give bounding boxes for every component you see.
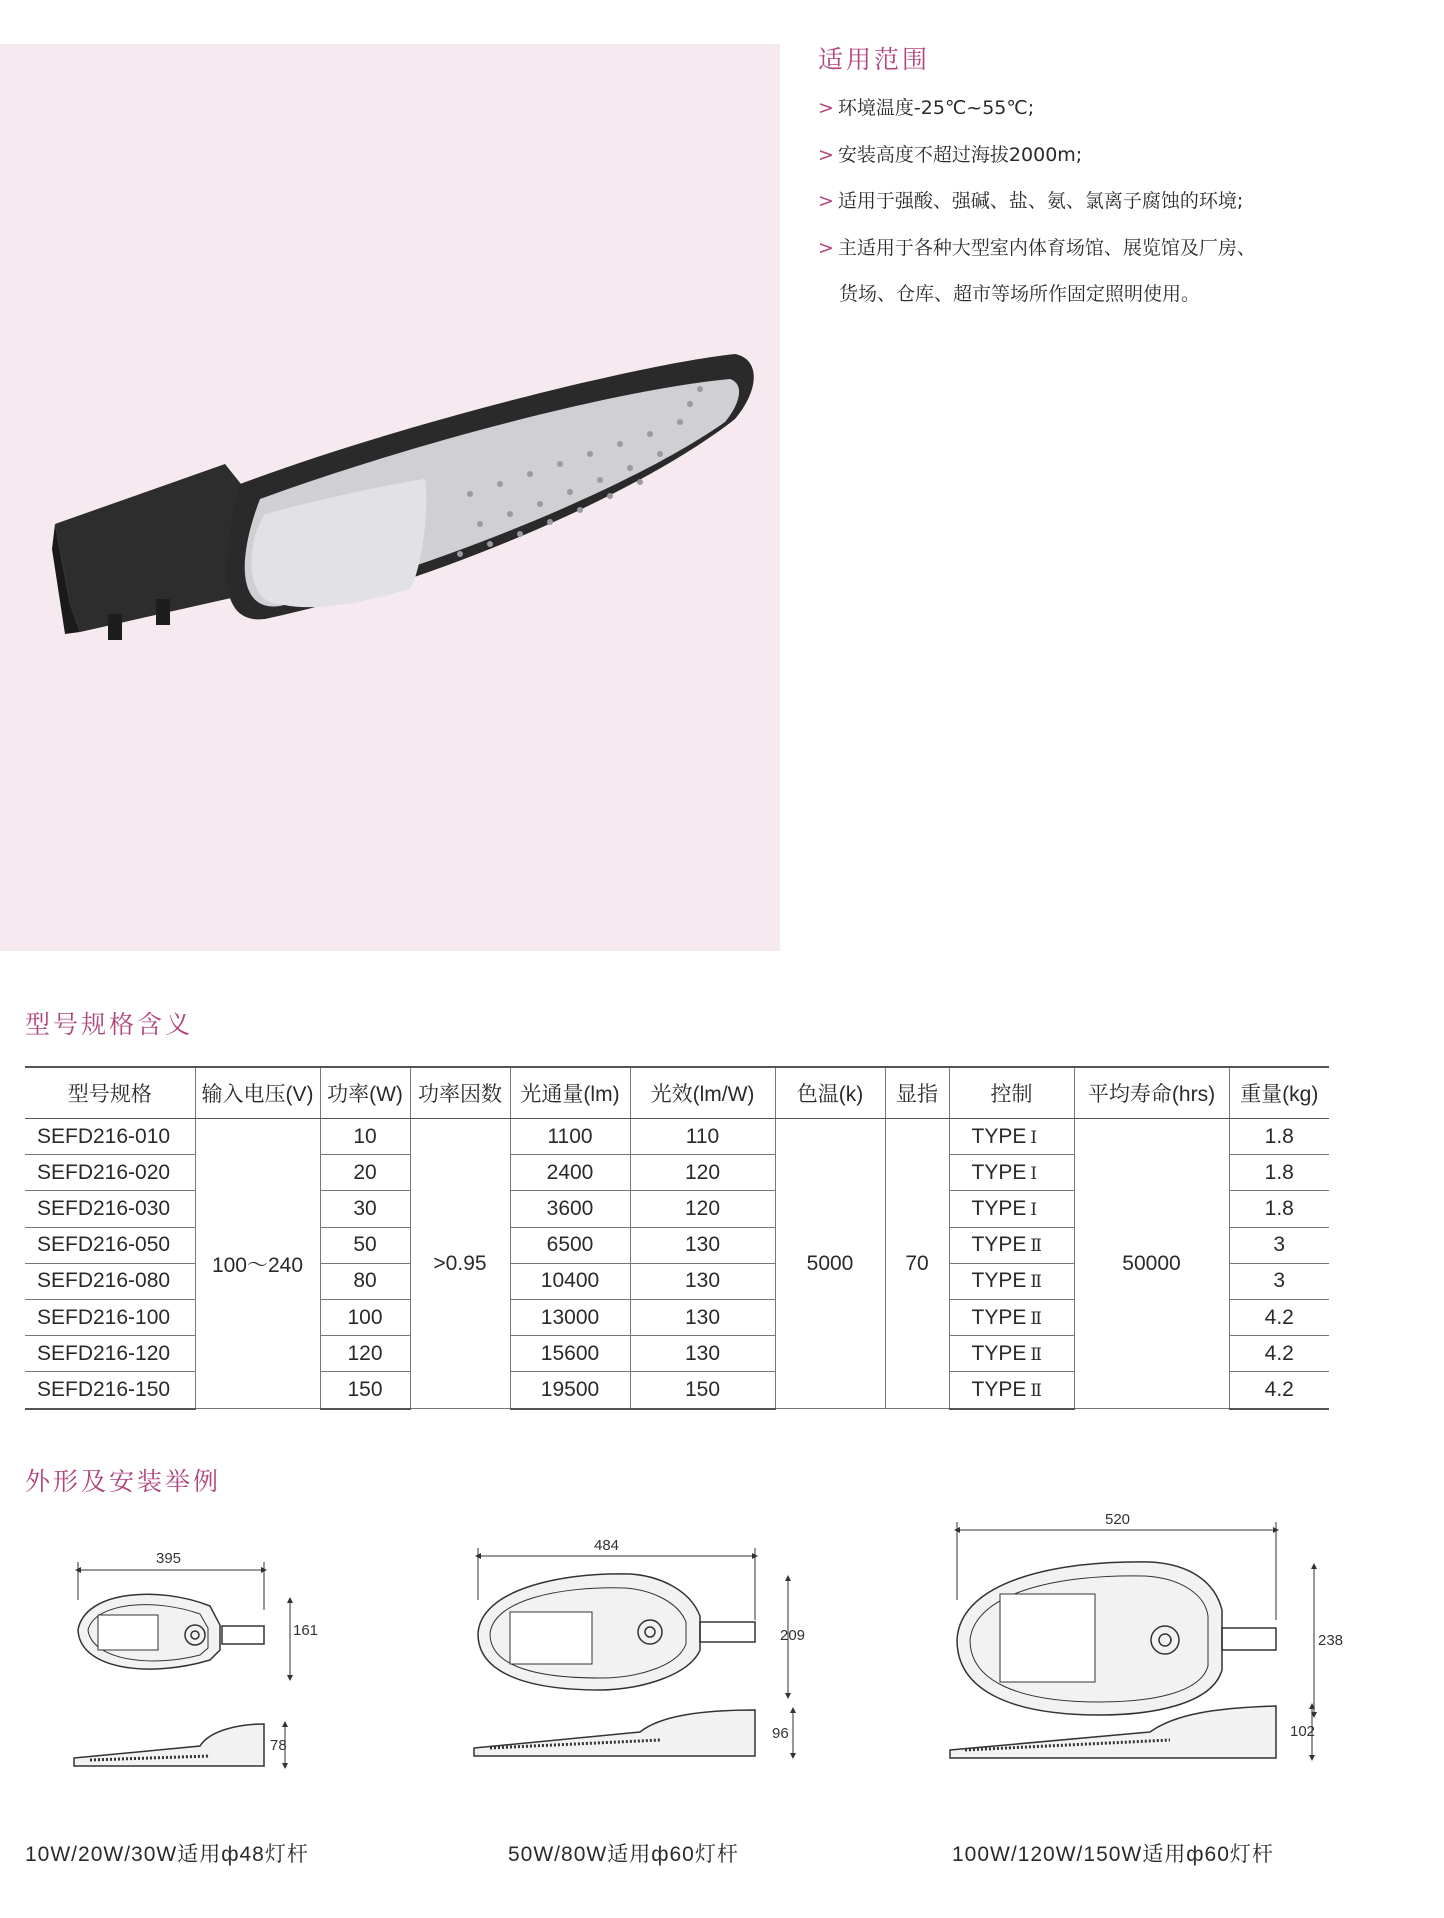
cell-flux: 1100	[510, 1119, 630, 1155]
cell-power: 100	[320, 1299, 410, 1335]
cell-control: TYPE Ⅱ	[949, 1372, 1074, 1409]
header-flux: 光通量(lm)	[510, 1067, 630, 1119]
scope-item: > 环境温度-25℃~55℃;	[818, 97, 1035, 119]
cell-weight: 4.2	[1229, 1372, 1329, 1409]
cell-weight: 1.8	[1229, 1119, 1329, 1155]
product-photo	[0, 44, 780, 951]
cell-control: TYPE Ⅰ	[949, 1155, 1074, 1191]
cell-efficacy: 130	[630, 1263, 775, 1299]
installation-drawings	[0, 1510, 1444, 1850]
cell-power: 80	[320, 1263, 410, 1299]
scope-item-continuation: 货场、仓库、超市等场所作固定照明使用。	[839, 282, 1201, 305]
scope-item: > 主适用于各种大型室内体育场馆、展览馆及厂房、	[818, 236, 1256, 259]
cell-efficacy: 130	[630, 1227, 775, 1263]
table-row	[25, 1119, 1329, 1155]
cell-control: TYPE Ⅰ	[949, 1119, 1074, 1155]
cell-flux: 19500	[510, 1372, 630, 1409]
cell-efficacy: 150	[630, 1372, 775, 1409]
spec-header-row	[25, 1067, 1329, 1119]
cell-model: SEFD216-080	[25, 1263, 195, 1299]
header-voltage: 输入电压(V)	[195, 1067, 320, 1119]
scope-item: > 安装高度不超过海拔2000m;	[818, 143, 1083, 166]
cell-weight: 1.8	[1229, 1191, 1329, 1227]
small-top-view	[78, 1562, 290, 1678]
medium-side-height-label: 96	[772, 1725, 789, 1742]
header-power-factor: 功率因数	[410, 1067, 510, 1119]
cell-power: 10	[320, 1119, 410, 1155]
large-caption: 100W/120W/150W适用ф60灯杆	[952, 1843, 1274, 1866]
cell-flux: 2400	[510, 1155, 630, 1191]
cell-efficacy: 130	[630, 1299, 775, 1335]
arrow-icon: >	[818, 190, 834, 212]
cell-power: 20	[320, 1155, 410, 1191]
cell-model: SEFD216-030	[25, 1191, 195, 1227]
cell-efficacy: 120	[630, 1155, 775, 1191]
arrow-icon: >	[818, 97, 834, 119]
cell-weight: 4.2	[1229, 1299, 1329, 1335]
medium-height-label: 209	[780, 1627, 806, 1644]
large-height-label: 238	[1318, 1632, 1344, 1649]
cell-weight: 3	[1229, 1263, 1329, 1299]
header-control: 控制	[949, 1067, 1074, 1119]
cell-control: TYPE Ⅱ	[949, 1227, 1074, 1263]
scope-item: > 适用于强酸、强碱、盐、氨、氯离子腐蚀的环境;	[818, 190, 1244, 212]
cell-weight: 1.8	[1229, 1155, 1329, 1191]
cell-weight: 4.2	[1229, 1336, 1329, 1372]
cell-cri: 70	[885, 1119, 949, 1409]
cell-model: SEFD216-010	[25, 1119, 195, 1155]
small-width-label: 395	[156, 1550, 182, 1567]
header-power: 功率(W)	[320, 1067, 410, 1119]
cell-control: TYPE Ⅱ	[949, 1299, 1074, 1335]
header-efficacy: 光效(lm/W)	[630, 1067, 775, 1119]
header-weight: 重量(kg)	[1229, 1067, 1329, 1119]
small-height-label: 161	[293, 1622, 319, 1639]
arrow-icon: >	[818, 236, 834, 259]
cell-lifetime: 50000	[1074, 1119, 1229, 1409]
header-cri: 显指	[885, 1067, 949, 1119]
cell-weight: 3	[1229, 1227, 1329, 1263]
cell-efficacy: 130	[630, 1336, 775, 1372]
cell-flux: 6500	[510, 1227, 630, 1263]
small-side-height-label: 78	[270, 1737, 287, 1754]
large-side-height-label: 102	[1290, 1723, 1316, 1740]
cell-flux: 13000	[510, 1299, 630, 1335]
cell-model: SEFD216-020	[25, 1155, 195, 1191]
medium-width-label: 484	[594, 1537, 620, 1554]
install-title: 外形及安装举例	[25, 1467, 222, 1496]
cell-model: SEFD216-100	[25, 1299, 195, 1335]
cell-model: SEFD216-120	[25, 1336, 195, 1372]
cell-control: TYPE Ⅱ	[949, 1336, 1074, 1372]
cell-voltage: 100～240	[195, 1119, 320, 1409]
street-light-illustration	[0, 44, 780, 951]
cell-flux: 10400	[510, 1263, 630, 1299]
header-lifetime: 平均寿命(hrs)	[1074, 1067, 1229, 1119]
spec-title: 型号规格含义	[25, 1010, 194, 1039]
arrow-icon: >	[818, 143, 834, 166]
header-model: 型号规格	[25, 1067, 195, 1119]
cell-flux: 15600	[510, 1336, 630, 1372]
cell-model: SEFD216-050	[25, 1227, 195, 1263]
header-color-temp: 色温(k)	[775, 1067, 885, 1119]
cell-power: 30	[320, 1191, 410, 1227]
scope-title: 适用范围	[818, 45, 931, 74]
cell-control: TYPE Ⅱ	[949, 1263, 1074, 1299]
large-top-view	[957, 1522, 1314, 1715]
small-side-view	[74, 1724, 285, 1766]
cell-power-factor: >0.95	[410, 1119, 510, 1409]
cell-control: TYPE Ⅰ	[949, 1191, 1074, 1227]
cell-flux: 3600	[510, 1191, 630, 1227]
medium-caption: 50W/80W适用ф60灯杆	[508, 1843, 739, 1866]
cell-model: SEFD216-150	[25, 1372, 195, 1409]
cell-power: 120	[320, 1336, 410, 1372]
scope-list	[818, 95, 1418, 307]
cell-efficacy: 110	[630, 1119, 775, 1155]
cell-power: 150	[320, 1372, 410, 1409]
cell-power: 50	[320, 1227, 410, 1263]
cell-efficacy: 120	[630, 1191, 775, 1227]
cell-color-temp: 5000	[775, 1119, 885, 1409]
spec-table	[25, 1066, 1329, 1410]
large-width-label: 520	[1105, 1511, 1131, 1528]
medium-top-view	[478, 1548, 788, 1696]
medium-side-view	[474, 1710, 793, 1756]
small-caption: 10W/20W/30W适用ф48灯杆	[25, 1843, 309, 1866]
